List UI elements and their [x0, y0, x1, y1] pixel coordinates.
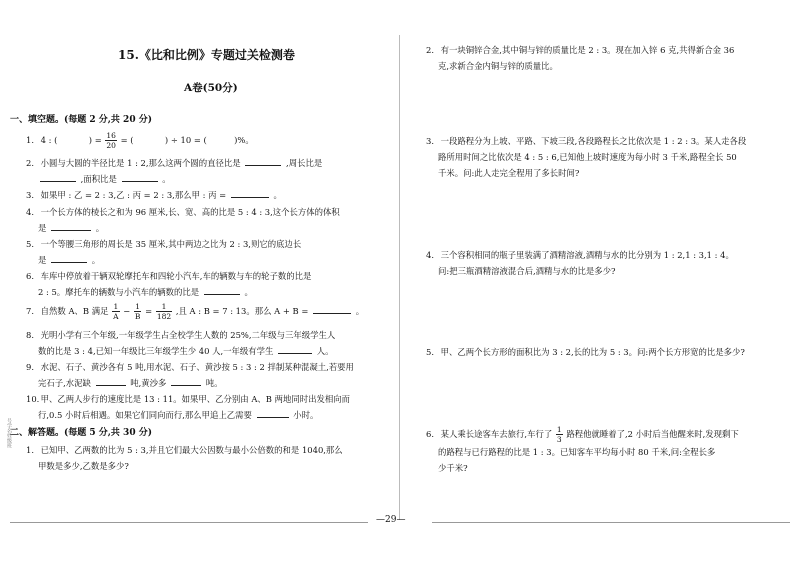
question-text: 4 : ( [40, 135, 58, 145]
question-10 [26, 391, 396, 423]
question-text: 。 [91, 255, 101, 265]
question-number: 6. [26, 271, 34, 281]
question-text: 少千米? [438, 463, 468, 473]
answer-blank[interactable] [257, 408, 289, 418]
question-text: 克,求新合金内铜与锌的质量比。 [438, 61, 558, 71]
equals-sign: = [145, 306, 153, 316]
fraction [156, 302, 172, 321]
question-text: 一个长方体的棱长之和为 96 厘米,长、宽、高的比是 5 : 4 : 3,这个长方体的体积 [40, 207, 340, 217]
answer-blank[interactable] [245, 156, 281, 166]
answer-blank[interactable] [204, 285, 240, 295]
question-1 [26, 131, 254, 150]
fraction [112, 302, 119, 321]
section-subtitle: A卷(50分) [184, 82, 238, 94]
question-text: 三个容积相同的瓶子里装满了酒精溶液,酒精与水的比分别为 1 : 2,1 : 3,1 : 4。 [440, 250, 734, 260]
denominator: 20 [106, 141, 116, 150]
fraction [134, 302, 142, 321]
question-text: ,周长比是 [286, 158, 323, 168]
question-number: 8. [26, 330, 34, 340]
minus-sign: − [123, 306, 131, 316]
question-text: 已知甲、乙两数的比为 5 : 3,并且它们最大公因数与最小公倍数的和是 1040,那么 [40, 445, 343, 455]
question-number: 1. [26, 445, 34, 455]
question-text: 人。 [316, 346, 334, 356]
answer-blank[interactable] [171, 376, 201, 386]
question-text: 。 [273, 190, 282, 200]
question-number: 9. [26, 362, 34, 372]
question-text: 吨。 [205, 378, 223, 388]
question-text: 是 [38, 223, 47, 233]
column-divider [399, 35, 400, 520]
question-text: 。 [244, 287, 253, 297]
question-text: 某人乘长途客车去旅行,车行了 [440, 429, 553, 439]
section-fill-heading: 一、填空题。(每题 2 分,共 20 分) [10, 115, 152, 125]
denominator: A [113, 312, 119, 321]
question-text: )%。 [234, 135, 254, 145]
question-number: 3. [426, 136, 434, 146]
question-5 [26, 236, 396, 268]
question-number: 5. [26, 239, 34, 249]
question-text: 千米。问:此人走完全程用了多长时间? [438, 168, 580, 178]
solve-question-1 [26, 442, 396, 474]
question-number: 7. [26, 306, 34, 316]
numerator: 1 [113, 302, 119, 311]
question-text: ,且 A : B = 7 : 13。那么 A + B = [175, 306, 309, 316]
page-title: 15.《比和比例》专题过关检测卷 [118, 48, 295, 62]
question-number: 2. [26, 158, 34, 168]
question-text: 吨,黄沙多 [130, 378, 167, 388]
question-7 [26, 302, 364, 321]
question-text: 2 : 5。摩托车的辆数与小汽车的辆数的比是 [38, 287, 200, 297]
question-3 [26, 187, 282, 203]
question-4 [26, 204, 396, 236]
question-text: 路程他就睡着了,2 小时后当他醒来时,发现剩下 [566, 429, 739, 439]
footer-rule-left [10, 522, 368, 523]
binding-margin-note: 号学名姓级班 [6, 418, 12, 448]
question-text: 路所用时间之比依次是 4 : 5 : 6,已知他上坡时速度为每小时 3 千米,路程全长 50 [438, 152, 737, 162]
question-text: 甲、乙两人步行的速度比是 13 : 11。如果甲、乙分别由 A、B 两地同时出发相向而 [40, 394, 350, 404]
question-8 [26, 327, 396, 359]
footer-rule-right [432, 522, 790, 523]
question-text: 水泥、石子、黄沙各有 5 吨,用水泥、石子、黄沙按 5 : 3 : 2 拌制某种混凝土,若要用 [40, 362, 354, 372]
question-text: 问:把三瓶酒精溶液混合后,酒精与水的比是多少? [438, 266, 616, 276]
fraction [105, 131, 117, 150]
solve-question-6 [426, 425, 792, 476]
numerator: 1 [135, 302, 141, 311]
question-number: 4. [426, 250, 434, 260]
denominator: 182 [156, 312, 172, 321]
question-text: 如果甲 : 乙 = 2 : 3,乙 : 丙 = 2 : 3,那么甲 : 丙 = [40, 190, 227, 200]
question-text: 一个等腰三角形的周长是 35 厘米,其中两边之比为 2 : 3,则它的底边长 [40, 239, 302, 249]
question-text: 甲数是多少,乙数是多少? [38, 461, 129, 471]
question-text: 一段路程分为上坡、平路、下坡三段,各段路程长之比依次是 1 : 2 : 3。某人走各段 [440, 136, 747, 146]
question-text: 完石子,水泥缺 [38, 378, 91, 388]
question-text: 有一块铜锌合金,其中铜与锌的质量比是 2 : 3。现在加入锌 6 克,共得新合金 36 [440, 45, 735, 55]
denominator: B [134, 312, 141, 321]
question-2 [26, 155, 396, 187]
question-text: 。 [95, 223, 105, 233]
answer-blank[interactable] [122, 172, 158, 182]
question-text: 小圆与大圆的半径比是 1 : 2,那么这两个圆的直径比是 [40, 158, 241, 168]
question-text: 行,0.5 小时后相遇。如果它们同向而行,那么甲追上乙需要 [38, 410, 252, 420]
question-text: ) = [88, 135, 102, 145]
question-text: 车库中停放着干辆双轮摩托车和四轮小汽车,车的辆数与车的轮子数的比是 [40, 271, 312, 281]
answer-blank[interactable] [96, 376, 126, 386]
fraction [556, 425, 563, 444]
question-6 [26, 268, 396, 300]
answer-blank[interactable] [51, 221, 91, 231]
question-text: 自然数 A、B 满足 [40, 306, 109, 316]
solve-question-4 [426, 247, 792, 279]
question-9 [26, 359, 396, 391]
question-text: 是 [38, 255, 47, 265]
question-text: 。 [355, 306, 365, 316]
question-number: 2. [426, 45, 434, 55]
question-number: 3. [26, 190, 34, 200]
answer-blank[interactable] [51, 253, 87, 263]
solve-question-2 [426, 42, 792, 74]
page-number: —29— [376, 515, 406, 525]
question-number: 6. [426, 429, 434, 439]
question-text: 的路程与已行路程的比是 1 : 3。已知客车平均每小时 80 千米,问:全程长多 [438, 447, 716, 457]
question-number: 4. [26, 207, 34, 217]
answer-blank[interactable] [40, 172, 76, 182]
question-number: 1. [26, 135, 34, 145]
question-text: 。 [162, 174, 171, 184]
denominator: 3 [556, 435, 562, 444]
solve-question-5 [426, 344, 745, 360]
solve-question-3 [426, 133, 792, 181]
question-text: ) ÷ 10 = ( [164, 135, 207, 145]
question-text: 甲、乙两个长方形的面积比为 3 : 2,长的比为 5 : 3。问:两个长方形宽的比是多少? [440, 347, 745, 357]
question-text: 小时。 [293, 410, 319, 420]
question-number: 10. [26, 394, 40, 404]
answer-blank[interactable] [278, 344, 312, 354]
question-text: 数的比是 3 : 4,已知一年级比三年级学生少 40 人,一年级有学生 [38, 346, 274, 356]
question-text: 光明小学有三个年级,一年级学生占全校学生人数的 25%,二年级与三年级学生人 [40, 330, 336, 340]
answer-blank[interactable] [313, 304, 351, 314]
numerator: 1 [156, 302, 172, 312]
answer-blank[interactable] [231, 188, 269, 198]
numerator: 1 [556, 425, 562, 434]
numerator: 16 [106, 131, 116, 140]
question-text: ,面积比是 [80, 174, 117, 184]
section-solve-heading: 二、解答题。(每题 5 分,共 30 分) [10, 428, 152, 438]
question-number: 5. [426, 347, 434, 357]
question-text: = ( [120, 135, 134, 145]
